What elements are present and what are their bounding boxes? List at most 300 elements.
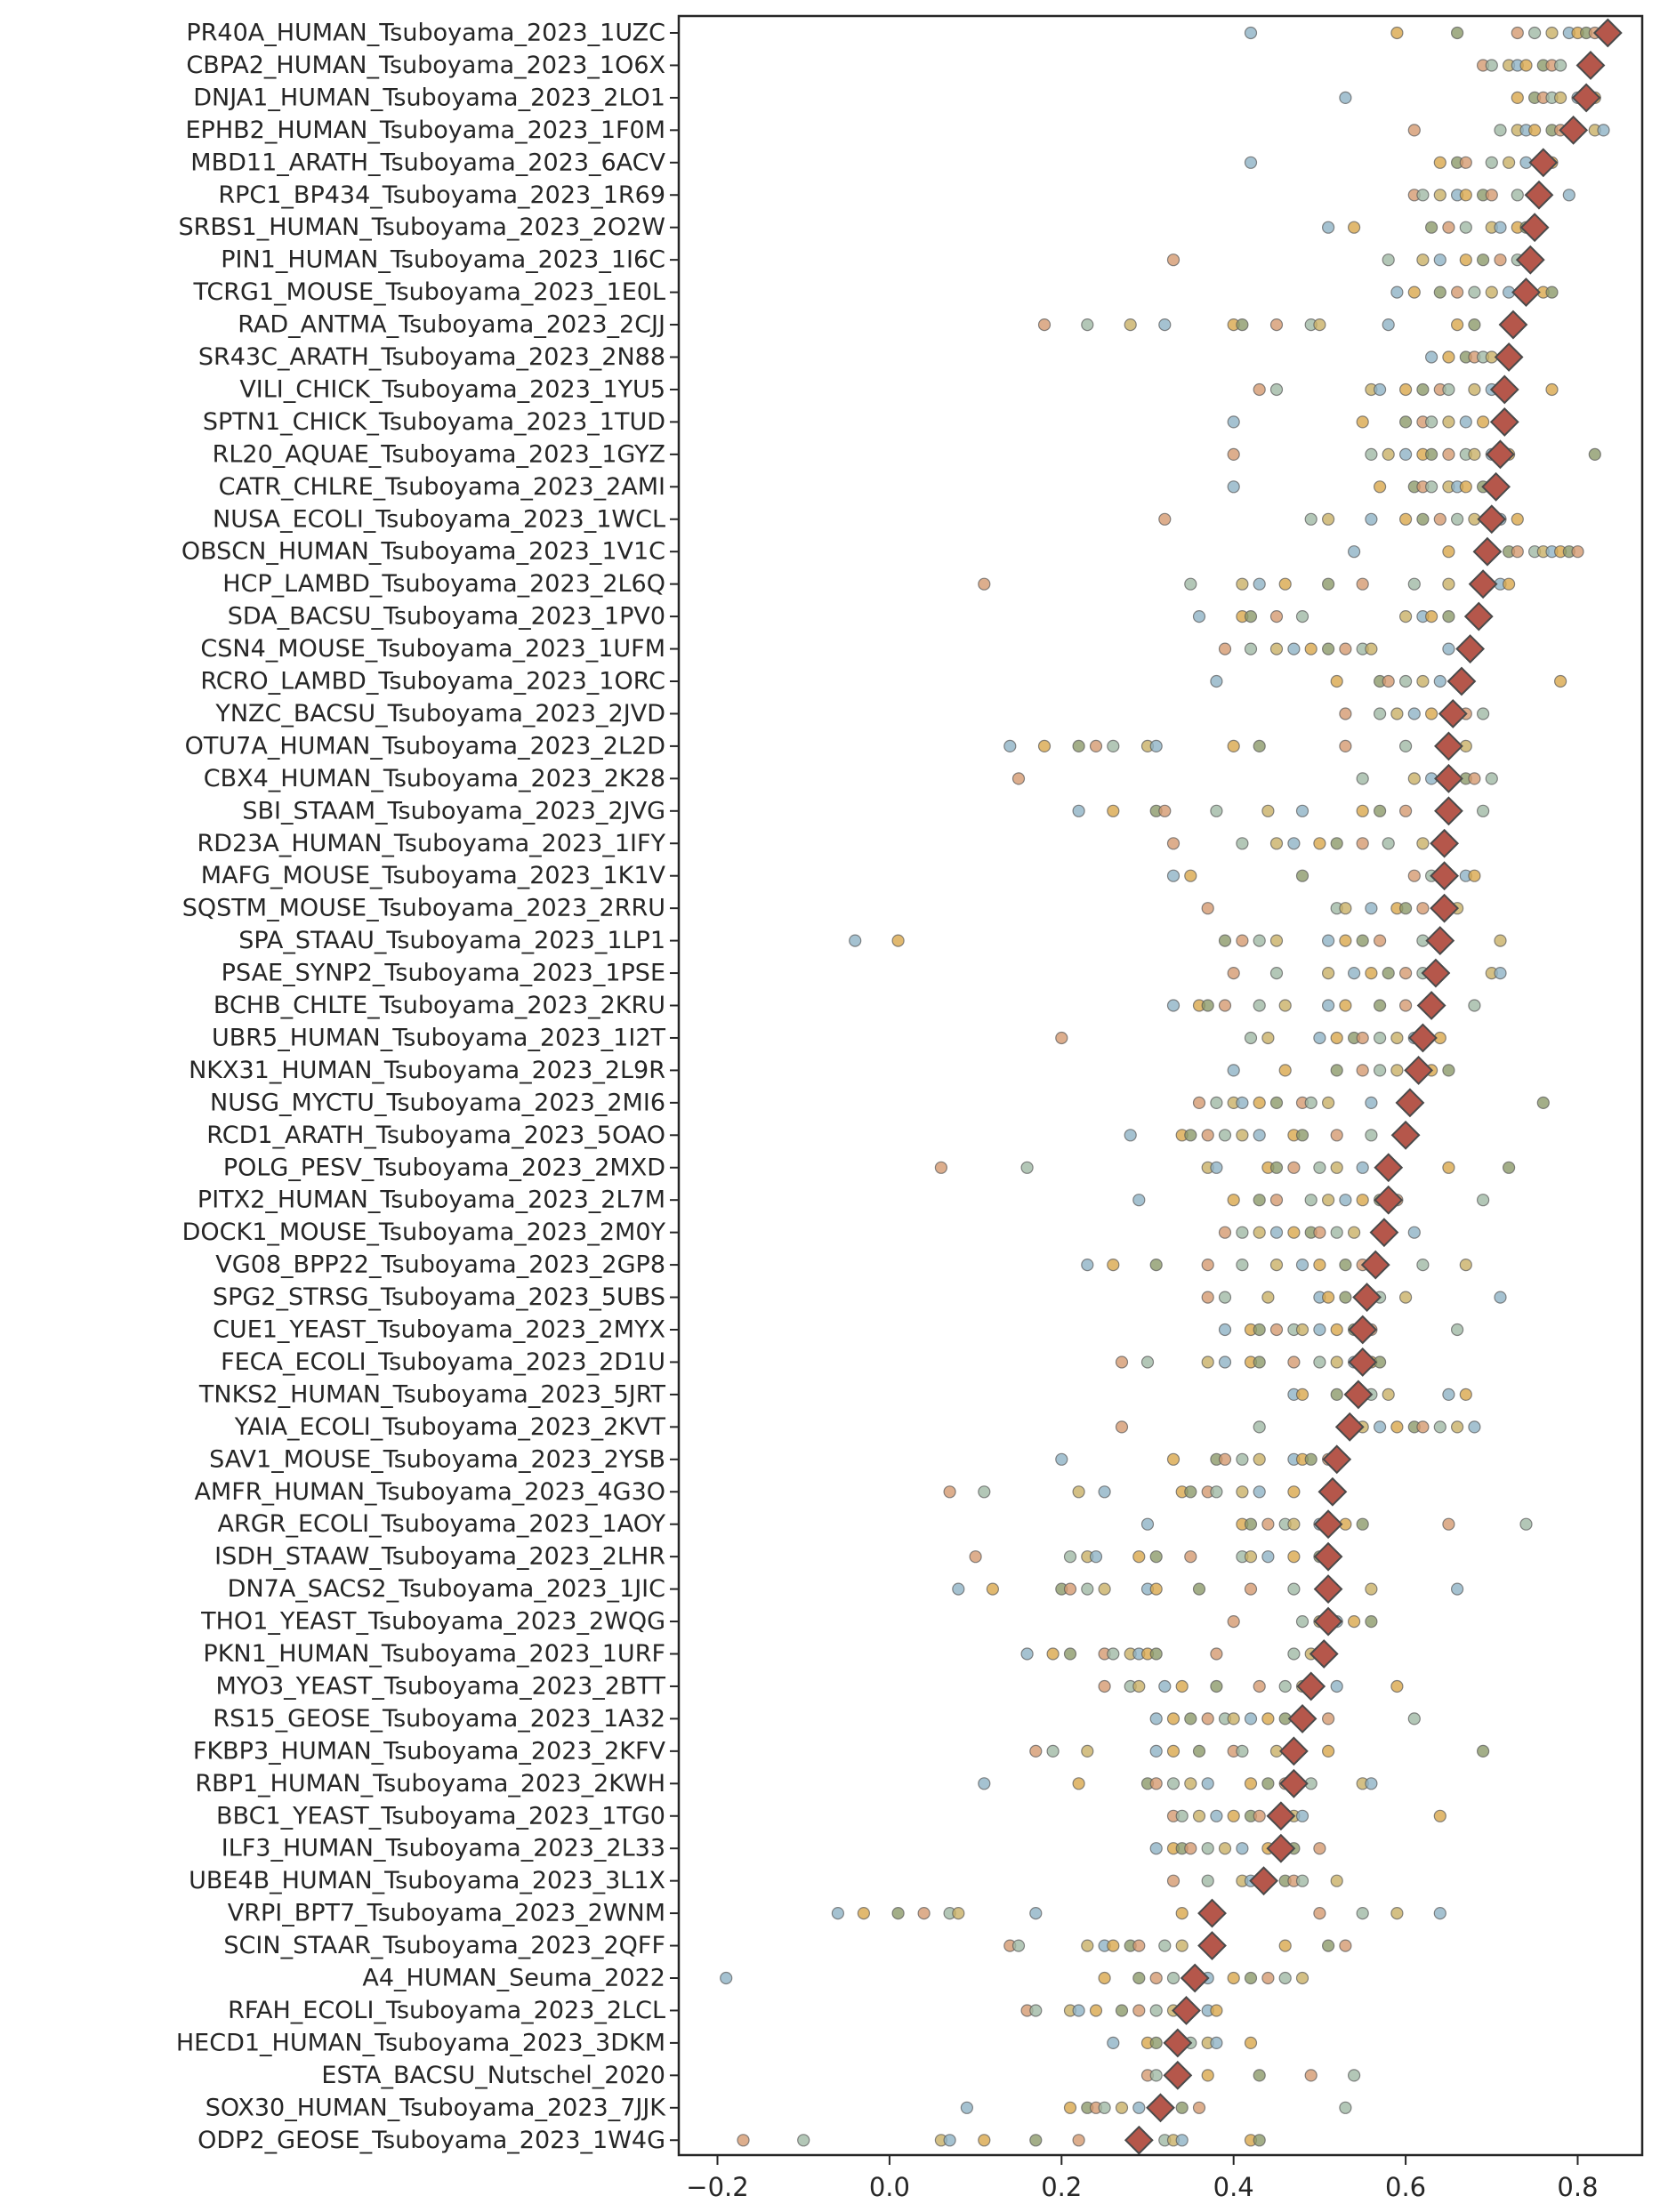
y-tick-label: NUSG_MYCTU_Tsuboyama_2023_2MI6	[210, 1089, 665, 1117]
data-point	[1253, 935, 1265, 946]
data-point	[1073, 1486, 1084, 1498]
data-point	[1323, 221, 1334, 233]
data-point	[1323, 643, 1334, 655]
summary-diamond-marker	[1491, 408, 1518, 435]
summary-diamond-marker	[1483, 473, 1510, 500]
data-point	[1168, 838, 1180, 849]
data-point	[1340, 1259, 1351, 1271]
data-point	[1400, 611, 1412, 623]
data-point	[1469, 286, 1480, 298]
summary-diamond-marker	[1310, 1641, 1337, 1668]
summary-diamond-marker	[1470, 571, 1496, 598]
data-point	[1323, 1097, 1334, 1108]
data-point	[1366, 1778, 1377, 1790]
data-point	[1486, 157, 1497, 168]
data-point	[1271, 968, 1283, 979]
data-point	[970, 1551, 981, 1563]
data-point	[1168, 254, 1180, 266]
data-point	[1495, 221, 1506, 233]
data-point	[1391, 1033, 1403, 1044]
data-point	[1382, 676, 1394, 688]
data-point	[1400, 676, 1412, 688]
summary-diamond-marker	[1173, 1997, 1200, 2023]
y-tick-label: RBP1_HUMAN_Tsuboyama_2023_2KWH	[195, 1769, 665, 1798]
data-point	[1340, 1940, 1351, 1951]
data-point	[737, 2135, 749, 2146]
data-point	[1495, 935, 1506, 946]
data-point	[1099, 1681, 1110, 1693]
data-point	[1478, 416, 1489, 428]
data-point	[892, 1908, 904, 1919]
data-point	[1245, 1973, 1257, 1984]
data-point	[1314, 1162, 1326, 1173]
data-point	[1159, 513, 1171, 525]
summary-diamond-marker	[1280, 1738, 1307, 1765]
data-point	[1211, 1162, 1222, 1173]
y-tick-label: PR40A_HUMAN_Tsuboyama_2023_1UZC	[186, 19, 665, 47]
data-point	[1297, 1616, 1309, 1628]
summary-diamond-marker	[1526, 181, 1552, 208]
x-tick-label: 0.2	[1041, 2172, 1083, 2202]
data-point	[1331, 1227, 1342, 1238]
data-point	[1271, 935, 1283, 946]
data-point	[1253, 1486, 1265, 1498]
y-tick-label: SDA_BACSU_Tsuboyama_2023_1PV0	[227, 602, 665, 631]
data-point	[1443, 384, 1455, 396]
y-tick-label: ARGR_ECOLI_Tsuboyama_2023_1AOY	[217, 1510, 665, 1539]
data-point	[1434, 189, 1446, 201]
summary-diamond-marker	[1406, 1057, 1432, 1083]
data-point	[1168, 1453, 1180, 1465]
data-point	[1323, 1940, 1334, 1951]
y-tick-label: CSN4_MOUSE_Tsuboyama_2023_1UFM	[200, 635, 665, 664]
data-point	[1408, 578, 1420, 590]
summary-diamond-marker	[1164, 2062, 1191, 2088]
data-point	[1056, 1033, 1068, 1044]
data-point	[1314, 319, 1326, 331]
data-point	[1091, 2005, 1102, 2016]
summary-diamond-marker	[1289, 1705, 1316, 1732]
data-point	[1082, 319, 1093, 331]
data-point	[1382, 448, 1394, 460]
data-point	[1443, 448, 1455, 460]
data-point	[1150, 1745, 1162, 1757]
data-point	[1460, 157, 1471, 168]
data-point	[1340, 1000, 1351, 1011]
y-tick-label: NUSA_ECOLI_Tsuboyama_2023_1WCL	[213, 505, 665, 534]
data-point	[1253, 1000, 1265, 1011]
summary-diamond-marker	[1435, 798, 1462, 824]
y-tick-label: SCIN_STAAR_Tsuboyama_2023_2QFF	[223, 1932, 665, 1960]
data-point	[1099, 1973, 1110, 1984]
data-point	[1520, 60, 1532, 71]
summary-diamond-marker	[1448, 668, 1475, 695]
y-tick-label: RCRO_LAMBD_Tsuboyama_2023_1ORC	[200, 667, 665, 696]
data-point	[1357, 1065, 1368, 1076]
data-point	[1469, 319, 1480, 331]
data-point	[1245, 643, 1257, 655]
y-tick-label: SPTN1_CHICK_Tsuboyama_2023_1TUD	[202, 407, 665, 436]
data-point	[961, 2102, 972, 2113]
data-point	[1245, 1551, 1257, 1563]
data-point	[1469, 870, 1480, 881]
summary-diamond-marker	[1199, 1933, 1226, 1959]
data-point	[1400, 513, 1412, 525]
y-tick-label: VG08_BPP22_Tsuboyama_2023_2GP8	[215, 1251, 665, 1279]
data-point	[1288, 1356, 1300, 1368]
data-point	[1366, 903, 1377, 914]
data-point	[1400, 1291, 1412, 1303]
data-point	[1047, 1648, 1059, 1660]
data-point	[1220, 935, 1231, 946]
summary-diamond-marker	[1431, 863, 1458, 889]
data-point	[1408, 773, 1420, 784]
data-point	[1228, 1194, 1239, 1206]
y-tick-label: SPA_STAAU_Tsuboyama_2023_1LP1	[238, 927, 665, 955]
data-point	[1417, 189, 1429, 201]
y-tick-label: DOCK1_MOUSE_Tsuboyama_2023_2M0Y	[181, 1219, 665, 1247]
data-point	[1349, 2070, 1360, 2081]
data-point	[1228, 416, 1239, 428]
data-point	[1366, 1097, 1377, 1108]
data-point	[1150, 1583, 1162, 1595]
summary-diamond-marker	[1479, 506, 1505, 533]
data-point	[1202, 1875, 1213, 1886]
y-tick-label: FKBP3_HUMAN_Tsuboyama_2023_2KFV	[192, 1737, 665, 1766]
summary-diamond-marker	[1375, 1186, 1402, 1213]
data-point	[1150, 1843, 1162, 1854]
data-point	[1211, 2005, 1222, 2016]
data-point	[1400, 805, 1412, 816]
summary-diamond-marker	[1594, 20, 1621, 46]
data-point	[1374, 935, 1386, 946]
data-point	[1417, 384, 1429, 396]
data-point	[1323, 1713, 1334, 1725]
data-point	[1460, 1388, 1471, 1400]
data-point	[1237, 1227, 1248, 1238]
data-point	[1099, 1486, 1110, 1498]
data-point	[1202, 1000, 1213, 1011]
data-point	[1124, 1130, 1136, 1141]
data-point	[1297, 1388, 1309, 1400]
data-point	[1279, 1000, 1291, 1011]
y-tick-label: POLG_PESV_Tsuboyama_2023_2MXD	[222, 1154, 665, 1182]
data-point	[1279, 1973, 1291, 1984]
data-point	[1065, 1648, 1076, 1660]
data-point	[1434, 1908, 1446, 1919]
data-point	[1357, 1033, 1368, 1044]
data-point	[1382, 968, 1394, 979]
data-point	[1408, 708, 1420, 720]
data-point	[1357, 805, 1368, 816]
data-point	[1469, 1421, 1480, 1433]
summary-diamond-marker	[1409, 1025, 1436, 1051]
data-point	[987, 1583, 998, 1595]
y-tick-label: PSAE_SYNP2_Tsuboyama_2023_1PSE	[221, 959, 665, 987]
data-point	[1331, 1324, 1342, 1336]
data-point	[1202, 1356, 1213, 1368]
data-point	[1150, 1713, 1162, 1725]
summary-diamond-marker	[1199, 1900, 1226, 1926]
data-point	[1452, 319, 1463, 331]
summary-diamond-marker	[1319, 1478, 1346, 1505]
data-point	[1486, 189, 1497, 201]
data-point	[1065, 2102, 1076, 2113]
data-point	[1133, 1681, 1145, 1693]
data-point	[1176, 1810, 1188, 1822]
y-tick-label: ODP2_GEOSE_Tsuboyama_2023_1W4G	[197, 2126, 665, 2154]
summary-diamond-marker	[1315, 1511, 1342, 1538]
data-point	[1340, 1291, 1351, 1303]
data-point	[1452, 28, 1463, 39]
data-point	[1262, 1778, 1274, 1790]
data-point	[1511, 92, 1523, 103]
data-point	[1176, 1940, 1188, 1951]
data-point	[1220, 643, 1231, 655]
data-point	[944, 2135, 955, 2146]
data-point	[1323, 1000, 1334, 1011]
data-point	[1211, 1097, 1222, 1108]
data-point	[858, 1908, 869, 1919]
data-point	[1417, 676, 1429, 688]
data-point	[1366, 1130, 1377, 1141]
data-point	[1434, 286, 1446, 298]
summary-diamond-marker	[1324, 1446, 1350, 1473]
data-point	[1331, 838, 1342, 849]
data-point	[1460, 254, 1471, 266]
data-point	[1443, 416, 1455, 428]
y-tick-label: YNZC_BACSU_Tsuboyama_2023_2JVD	[215, 699, 665, 728]
data-point	[1194, 1097, 1205, 1108]
data-point	[1271, 643, 1283, 655]
summary-diamond-marker	[1164, 2030, 1191, 2056]
data-point	[1331, 1388, 1342, 1400]
data-point	[1426, 611, 1438, 623]
data-point	[1443, 1065, 1455, 1076]
data-point	[1323, 935, 1334, 946]
y-tick-label: SPG2_STRSG_Tsuboyama_2023_5UBS	[212, 1283, 665, 1312]
data-point	[1417, 1421, 1429, 1433]
data-point	[1374, 384, 1386, 396]
data-point	[1478, 805, 1489, 816]
data-point	[1150, 1551, 1162, 1563]
data-point	[1211, 805, 1222, 816]
data-point	[1391, 1908, 1403, 1919]
data-point	[1288, 1648, 1300, 1660]
data-point	[1142, 1518, 1154, 1530]
y-tick-label: SBI_STAAM_Tsuboyama_2023_2JVG	[242, 797, 665, 825]
summary-diamond-marker	[1350, 1348, 1376, 1375]
data-point	[1305, 643, 1317, 655]
data-point	[1434, 254, 1446, 266]
data-point	[1194, 1745, 1205, 1757]
data-point	[1030, 1745, 1042, 1757]
data-point	[1331, 1356, 1342, 1368]
data-point	[1271, 1259, 1283, 1271]
data-point	[1314, 1843, 1326, 1854]
data-point	[1357, 578, 1368, 590]
data-point	[1391, 286, 1403, 298]
data-point	[1305, 1453, 1317, 1465]
data-point	[1133, 1194, 1145, 1206]
data-point	[1443, 351, 1455, 363]
data-point	[1116, 2005, 1128, 2016]
data-point	[1253, 740, 1265, 752]
data-point	[1228, 968, 1239, 979]
summary-diamond-marker	[1435, 765, 1462, 792]
data-point	[1271, 611, 1283, 623]
data-point	[1374, 708, 1386, 720]
data-point	[1382, 254, 1394, 266]
data-point	[1400, 1000, 1412, 1011]
x-axis	[686, 2155, 1598, 2202]
data-point	[1013, 1940, 1025, 1951]
data-point	[918, 1908, 930, 1919]
data-point	[1237, 1453, 1248, 1465]
data-point	[1349, 221, 1360, 233]
data-point	[1598, 125, 1609, 136]
data-point	[1495, 968, 1506, 979]
y-tick-label: OTU7A_HUMAN_Tsuboyama_2023_2L2D	[184, 732, 665, 760]
data-point	[1185, 1843, 1197, 1854]
x-tick-label: 0.0	[868, 2172, 910, 2202]
data-point	[1185, 1486, 1197, 1498]
data-point	[1503, 157, 1515, 168]
data-point	[1150, 2037, 1162, 2048]
data-point	[1108, 805, 1119, 816]
summary-diamond-marker	[1560, 117, 1587, 143]
summary-diamond-marker	[1465, 603, 1492, 630]
data-point	[1056, 1453, 1068, 1465]
data-point	[892, 935, 904, 946]
summary-diamond-marker	[1435, 733, 1462, 760]
data-point	[1253, 1810, 1265, 1822]
data-point	[1382, 838, 1394, 849]
y-tick-label: PKN1_HUMAN_Tsuboyama_2023_1URF	[203, 1640, 665, 1668]
summary-diamond-marker	[1125, 2127, 1152, 2153]
summary-diamond-marker	[1500, 311, 1527, 338]
data-point	[1426, 416, 1438, 428]
y-tick-label: VRPI_BPT7_Tsuboyama_2023_2WNM	[227, 1899, 665, 1927]
data-point	[1460, 416, 1471, 428]
data-point	[1511, 28, 1523, 39]
data-point	[1133, 2102, 1145, 2113]
data-point	[1288, 838, 1300, 849]
summary-diamond-marker	[1251, 1868, 1277, 1894]
data-point	[1185, 1130, 1197, 1141]
y-tick-label: RL20_AQUAE_Tsuboyama_2023_1GYZ	[212, 440, 665, 469]
data-point	[1228, 481, 1239, 493]
data-point	[1082, 1745, 1093, 1757]
data-point	[1004, 740, 1016, 752]
data-point	[1108, 1648, 1119, 1660]
data-point	[1262, 1291, 1274, 1303]
data-point	[1374, 1065, 1386, 1076]
data-point	[1262, 805, 1274, 816]
data-point	[1469, 448, 1480, 460]
data-point	[1503, 1162, 1515, 1173]
summary-diamond-marker	[1375, 1154, 1402, 1181]
data-point	[1452, 513, 1463, 525]
y-tick-label: UBR5_HUMAN_Tsuboyama_2023_1I2T	[211, 1024, 665, 1052]
data-point	[1211, 1681, 1222, 1693]
data-point	[1150, 1778, 1162, 1790]
data-point	[1305, 2070, 1317, 2081]
data-point	[1349, 546, 1360, 558]
data-point	[1150, 740, 1162, 752]
data-point	[1366, 1616, 1377, 1628]
data-point	[1082, 1259, 1093, 1271]
summary-diamond-marker	[1280, 1770, 1307, 1797]
data-point	[1314, 1033, 1326, 1044]
y-tick-label: HECD1_HUMAN_Tsuboyama_2023_3DKM	[175, 2029, 665, 2057]
data-point	[1194, 1583, 1205, 1595]
data-point	[1297, 1324, 1309, 1336]
data-point	[1426, 448, 1438, 460]
data-point	[1168, 1778, 1180, 1790]
data-point	[1220, 1453, 1231, 1465]
y-tick-label: CUE1_YEAST_Tsuboyama_2023_2MYX	[213, 1315, 665, 1344]
data-point	[1150, 1648, 1162, 1660]
y-tick-label: RFAH_ECOLI_Tsuboyama_2023_2LCL	[228, 1996, 665, 2024]
data-point	[1168, 1875, 1180, 1886]
data-point	[1271, 384, 1283, 396]
data-point	[1159, 805, 1171, 816]
summary-diamond-marker	[1439, 700, 1466, 727]
summary-diamond-marker	[1148, 2095, 1174, 2121]
summary-diamond-marker	[1268, 1835, 1294, 1862]
data-point	[1202, 903, 1213, 914]
data-point	[1253, 578, 1265, 590]
data-point	[1047, 1745, 1059, 1757]
y-tick-label: SR43C_ARATH_Tsuboyama_2023_2N88	[197, 343, 665, 371]
data-point	[1297, 1259, 1309, 1271]
data-point	[1478, 1194, 1489, 1206]
y-tick-label: CATR_CHLRE_Tsuboyama_2023_2AMI	[218, 472, 665, 501]
data-point	[1108, 740, 1119, 752]
data-point	[1288, 1486, 1300, 1498]
y-tick-label: SOX30_HUMAN_Tsuboyama_2023_7JJK	[205, 2094, 665, 2122]
data-point	[1417, 838, 1429, 849]
data-point	[1366, 968, 1377, 979]
x-tick-label: 0.4	[1213, 2172, 1254, 2202]
data-point	[979, 1486, 990, 1498]
summary-diamond-marker	[1474, 538, 1501, 565]
y-tick-label: TNKS2_HUMAN_Tsuboyama_2023_5JRT	[198, 1380, 665, 1409]
data-point	[1546, 28, 1558, 39]
data-point	[1245, 28, 1257, 39]
data-point	[1297, 870, 1309, 881]
data-point	[1228, 1810, 1239, 1822]
data-point	[1426, 708, 1438, 720]
data-point	[1288, 1583, 1300, 1595]
data-point	[1314, 838, 1326, 849]
y-tick-label: MBD11_ARATH_Tsuboyama_2023_6ACV	[190, 149, 665, 177]
data-point	[1030, 1908, 1042, 1919]
data-point	[1030, 2005, 1042, 2016]
data-point	[1228, 1973, 1239, 1984]
data-point	[1297, 1875, 1309, 1886]
data-point	[1434, 513, 1446, 525]
summary-diamond-marker	[1362, 1251, 1389, 1278]
data-point	[1546, 384, 1558, 396]
data-point	[1443, 221, 1455, 233]
data-point	[1039, 740, 1051, 752]
data-point	[1408, 870, 1420, 881]
data-point	[1323, 968, 1334, 979]
data-point	[1366, 448, 1377, 460]
data-point	[1478, 1745, 1489, 1757]
